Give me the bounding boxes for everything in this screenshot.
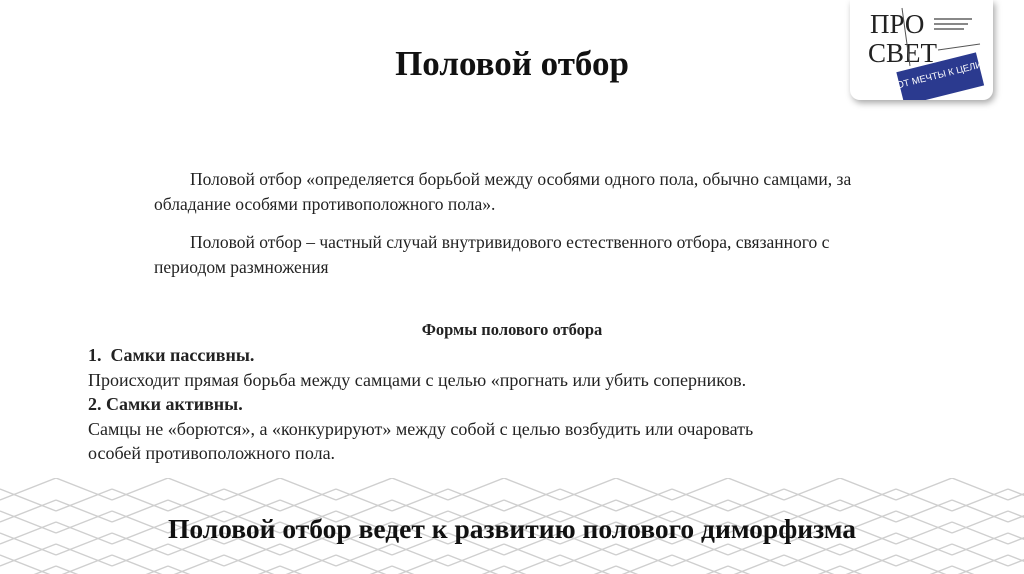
form-item-1-title xyxy=(88,343,948,368)
logo-stamp-text: ОТ МЕЧТЫ К ЦЕЛИ xyxy=(895,59,984,92)
forms-heading: Формы полового отбора xyxy=(421,320,603,339)
logo-line2: СВЕТ xyxy=(868,38,938,68)
form-item-1-number: 1. xyxy=(88,345,102,365)
logo-graphic xyxy=(850,0,993,100)
forms-list xyxy=(88,343,948,466)
logo-small-text-icon xyxy=(934,18,972,30)
definition-paragraph: Половой отбор «определяется борьбой между особями одного пола, обычно самцами, за обладание особями противоположного пола». xyxy=(154,169,852,214)
conclusion-text: Половой отбор ведет к развитию полового диморфизма xyxy=(167,513,857,544)
form-item-1-text: Происходит прямая борьба между самцами с целью «прогнать или убить соперников. xyxy=(88,369,747,390)
prosvet-logo xyxy=(850,0,993,100)
form-item-2-text-line1: Самцы не «борются», а «конкурируют» между собой с целью возбудить или очаровать xyxy=(88,418,754,439)
intraspecific-paragraph: Половой отбор – частный случай внутривидового естественного отбора, связанного с периодом размножения xyxy=(154,232,830,277)
slide-title: Половой отбор xyxy=(395,44,629,83)
form-item-2-text-line2: особей противоположного пола. xyxy=(88,443,336,463)
form-item-2-title: 2. Самки активны. xyxy=(88,394,243,414)
logo-line1: ПРО xyxy=(870,9,925,39)
form-item-1-label: Самки пассивны. xyxy=(110,345,255,365)
